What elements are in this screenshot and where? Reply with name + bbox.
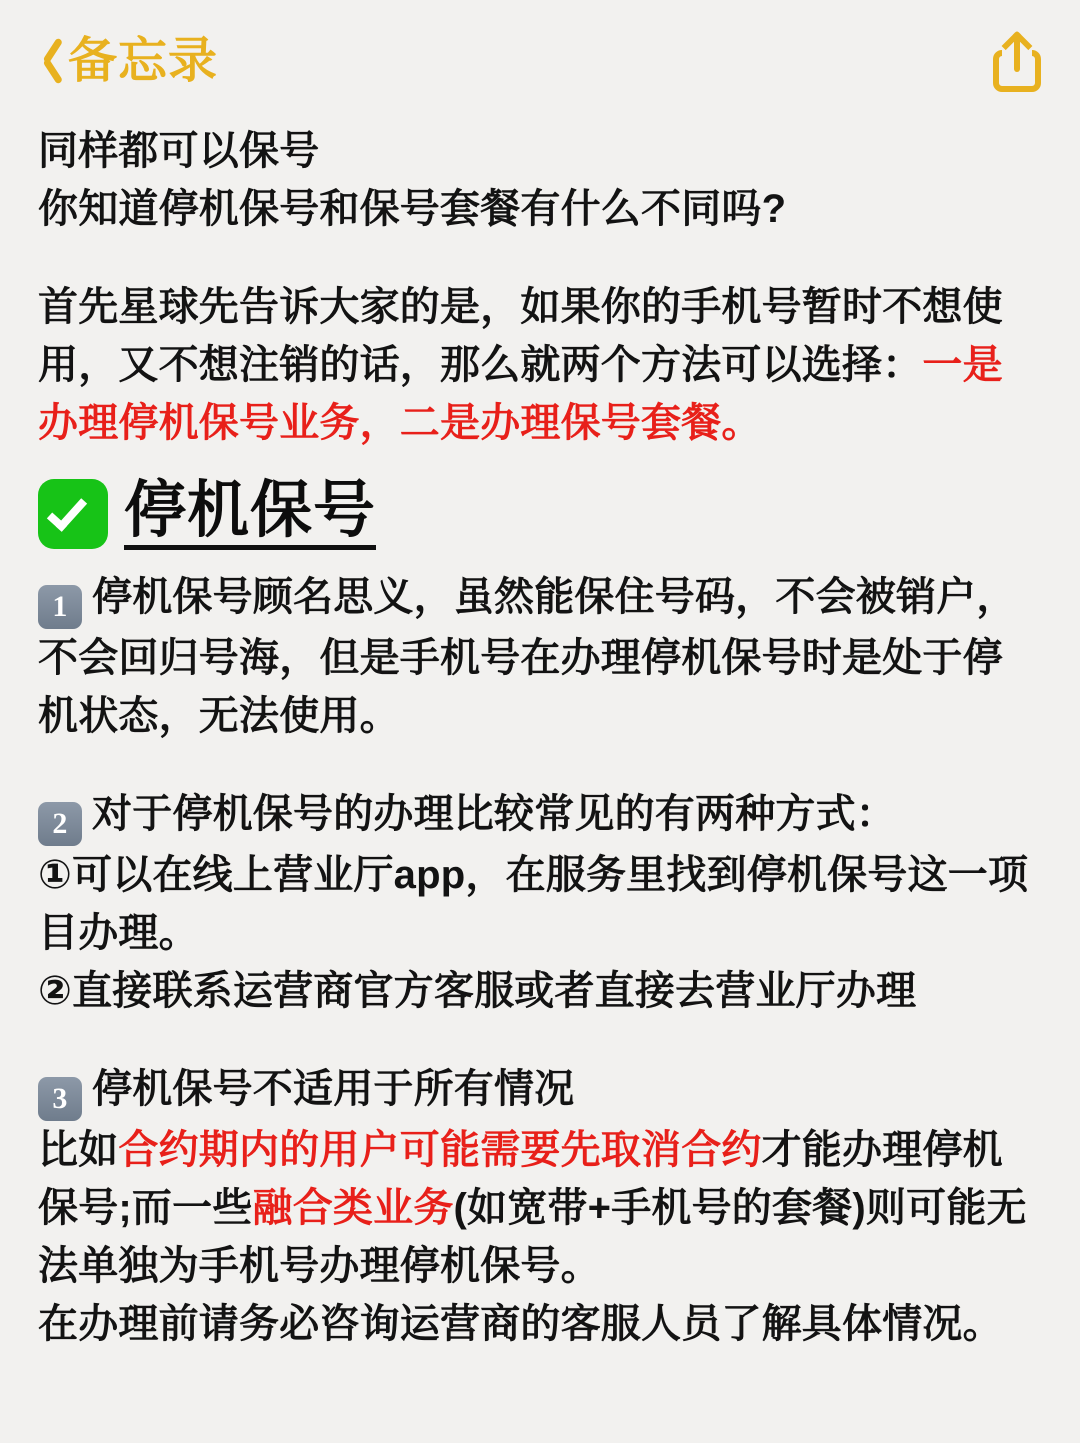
- check-mark-badge-icon: [38, 479, 108, 549]
- chevron-left-icon: [28, 35, 62, 87]
- spacer: [38, 556, 1042, 568]
- list-item-text: 停机保号不适用于所有情况: [92, 1067, 575, 1112]
- share-icon[interactable]: [990, 28, 1046, 94]
- paragraph-1-black: 首先星球先告诉大家的是，如果你的手机号暂时不想使用，又不想注销的话，那么就两个方法可以选择：: [38, 285, 1003, 387]
- spacer: [38, 745, 1042, 785]
- detail-text-red-1: 合约期内的用户可能需要先取消合约: [118, 1128, 762, 1173]
- back-button-label: 备忘录: [68, 33, 219, 88]
- navigation-bar: [0, 0, 1080, 122]
- list-item-sub-1: ①可以在线上营业厅app，在服务里找到停机保号这一项目办理。: [38, 853, 1029, 956]
- list-item: [38, 568, 1042, 745]
- list-item: [38, 785, 1042, 846]
- list-item-text: 对于停机保号的办理比较常见的有两种方式：: [92, 792, 896, 837]
- list-item-sub-2: ②直接联系运营商官方客服或者直接去营业厅办理: [38, 969, 917, 1014]
- intro-line-2: 你知道停机保号和保号套餐有什么不同吗?: [38, 187, 787, 231]
- paragraph-1: [38, 278, 1042, 452]
- section-heading-text: 停机保号: [124, 478, 376, 550]
- list-item-detail: [38, 1121, 1042, 1295]
- section-heading: [38, 478, 1042, 550]
- note-content: [0, 122, 1080, 1353]
- number-badge-1-icon: 1: [38, 585, 82, 629]
- list-item-detail-last: 在办理前请务必咨询运营商的客服人员了解具体情况。: [38, 1302, 1003, 1347]
- number-badge-2-icon: 2: [38, 802, 82, 846]
- detail-text-a1: 比如: [38, 1128, 119, 1173]
- detail-text-a2: 才能办理停机保号;而一些: [38, 1128, 1003, 1231]
- detail-text-a3: (如宽带+手机号的套餐)则可能无法单独为手机号办理停机保号。: [38, 1186, 1027, 1289]
- spacer: [38, 238, 1042, 278]
- intro-line-1: 同样都可以保号: [38, 129, 320, 173]
- number-badge-3-icon: 3: [38, 1077, 82, 1121]
- detail-text-red-2: 融合类业务: [252, 1186, 454, 1231]
- back-button[interactable]: [28, 35, 218, 87]
- paragraph-1-red: 一是办理停机保号业务，二是办理保号套餐。: [38, 343, 1003, 445]
- list-item: [38, 1060, 1042, 1121]
- spacer: [38, 1020, 1042, 1060]
- list-item-text: 停机保号顾名思义，虽然能保住号码，不会被销户，不会回归号海，但是手机号在办理停机保号时是处于停机状态，无法使用。: [38, 575, 1017, 739]
